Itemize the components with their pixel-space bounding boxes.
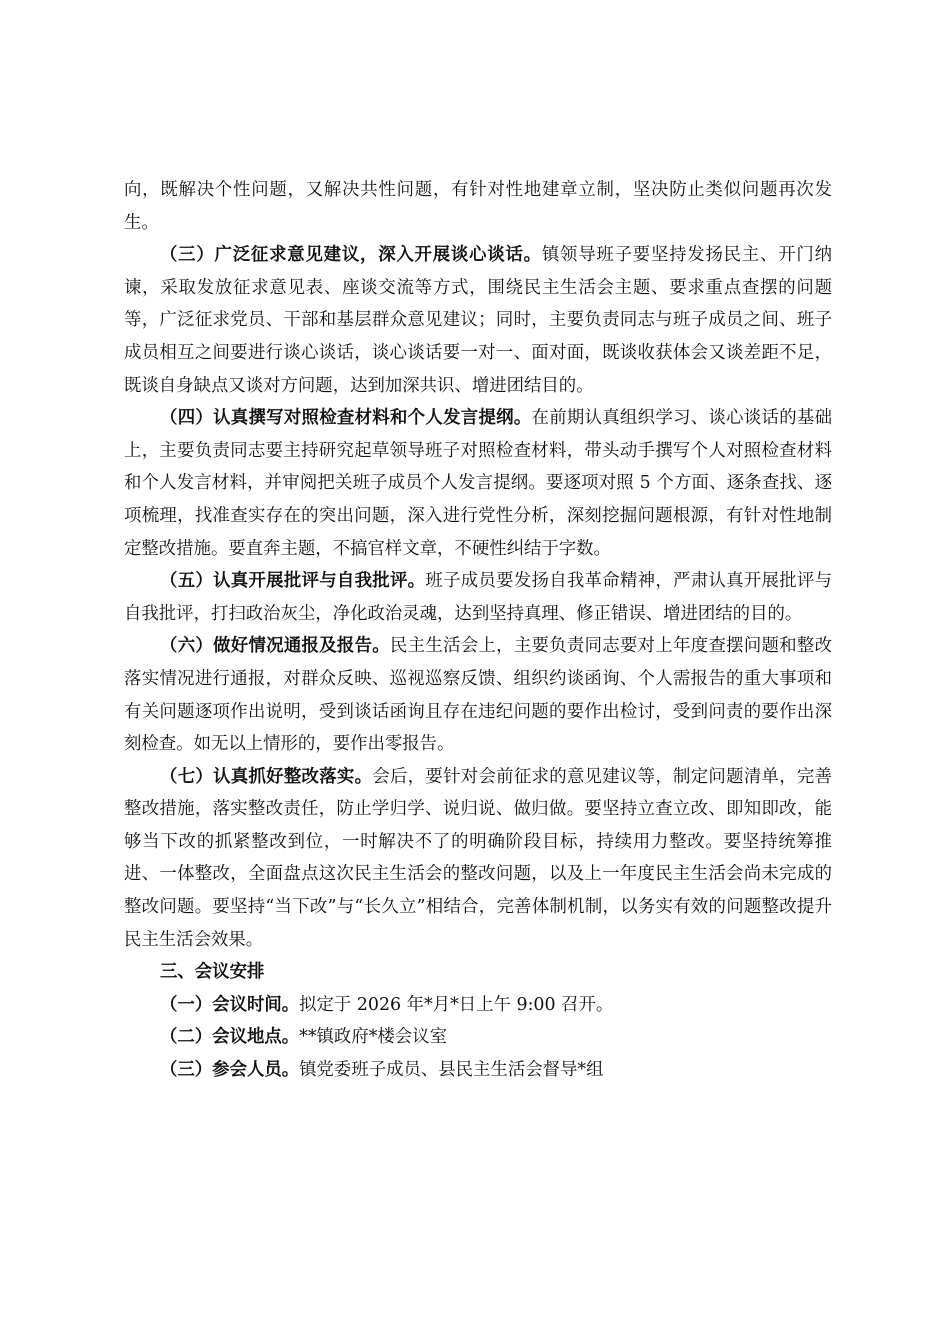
paragraph-rectification: [124, 761, 832, 957]
paragraph-body: 班子成员要发扬自我革命精神，严肃认真开展批评与自我批评，打扫政治灰尘，净化政治灵魂，达到坚持真理、修正错误、增进团结的目的。: [124, 571, 832, 624]
paragraph-body: 在前期认真组织学习、谈心谈话的基础上，主要负责同志要主持研究起草领导班子对照检查材料，带头动手撰写个人对照检查材料和个人发言材料，并审阅把关班子成员个人发言提纲。要逐项对照 5 个方面、逐条查找、逐项梳理，找准查实存在的突出问题，深入进行党性分析，深刻挖掘问题根源，有针对性地制定整改措施。要直奔主题，不搞官样文章，不硬性纠结于字数。: [124, 408, 832, 559]
meeting-time-value: 拟定于 2026 年*月*日上午 9:00 召开。: [299, 994, 614, 1015]
continued-paragraph-text: 向，既解决个性问题，又解决共性问题，有针对性地建章立制，坚决防止类似问题再次发生。: [124, 180, 832, 233]
meeting-attendees-label: （三）参会人员。: [160, 1060, 300, 1081]
paragraph-lead: （四）认真撰写对照检查材料和个人发言提纲。: [160, 408, 532, 429]
paragraph-body: 民主生活会上，主要负责同志要对上年度查摆问题和整改落实情况进行通报，对群众反映、巡视巡察反馈、组织约谈函询、个人需报告的重大事项和有关问题逐项作出说明，受到谈话函询且存在违纪问题的要作出检讨，受到问责的要作出深刻检查。如无以上情形的，要作出零报告。: [124, 636, 832, 755]
paragraph-lead: （五）认真开展批评与自我批评。: [160, 571, 426, 592]
paragraph-lead: （七）认真抓好整改落实。: [160, 766, 373, 787]
document-body: [124, 174, 832, 1087]
meeting-place-item: [124, 1021, 832, 1054]
meeting-place-label: （二）会议地点。: [160, 1027, 300, 1048]
continued-paragraph: [124, 174, 832, 239]
paragraph-criticism: [124, 565, 832, 630]
meeting-attendees-value: 镇党委班子成员、县民主生活会督导*组: [299, 1060, 604, 1081]
section-heading-meeting-arrangement: 三、会议安排: [160, 962, 265, 983]
paragraph-reporting: [124, 630, 832, 760]
meeting-time-item: [124, 989, 832, 1022]
meeting-time-label: （一）会议时间。: [160, 994, 300, 1015]
paragraph-body: 会后，要针对会前征求的意见建议等，制定问题清单，完善整改措施，落实整改责任，防止学归学、说归说、做归做。要坚持立查立改、即知即改，能够当下改的抓紧整改到位，一时解决不了的明确阶段目标，持续用力整改。要坚持统筹推进、一体整改，全面盘点这次民主生活会的整改问题，以及上一年度民主生活会尚未完成的整改问题。要坚持“当下改”与“长久立”相结合，完善体制机制，以务实有效的问题整改提升民主生活会效果。: [124, 766, 832, 950]
paragraph-lead: （三）广泛征求意见建议，深入开展谈心谈话。: [160, 245, 542, 266]
paragraph-solicit-opinions: [124, 239, 832, 402]
meeting-attendees-item: [124, 1054, 832, 1087]
paragraph-body: 镇领导班子要坚持发扬民主、开门纳谏，采取发放征求意见表、座谈交流等方式，围绕民主生活会主题、要求重点查摆的问题等，广泛征求党员、干部和基层群众意见建议；同时，主要负责同志与班子成员之间、班子成员相互之间要进行谈心谈话，谈心谈话要一对一、面对面，既谈收获体会又谈差距不足，既谈自身缺点又谈对方问题，达到加深共识、增进团结目的。: [124, 245, 832, 396]
paragraph-self-examination-materials: [124, 402, 832, 565]
meeting-place-value: **镇政府*楼会议室: [299, 1027, 447, 1048]
paragraph-lead: （六）做好情况通报及报告。: [160, 636, 390, 657]
